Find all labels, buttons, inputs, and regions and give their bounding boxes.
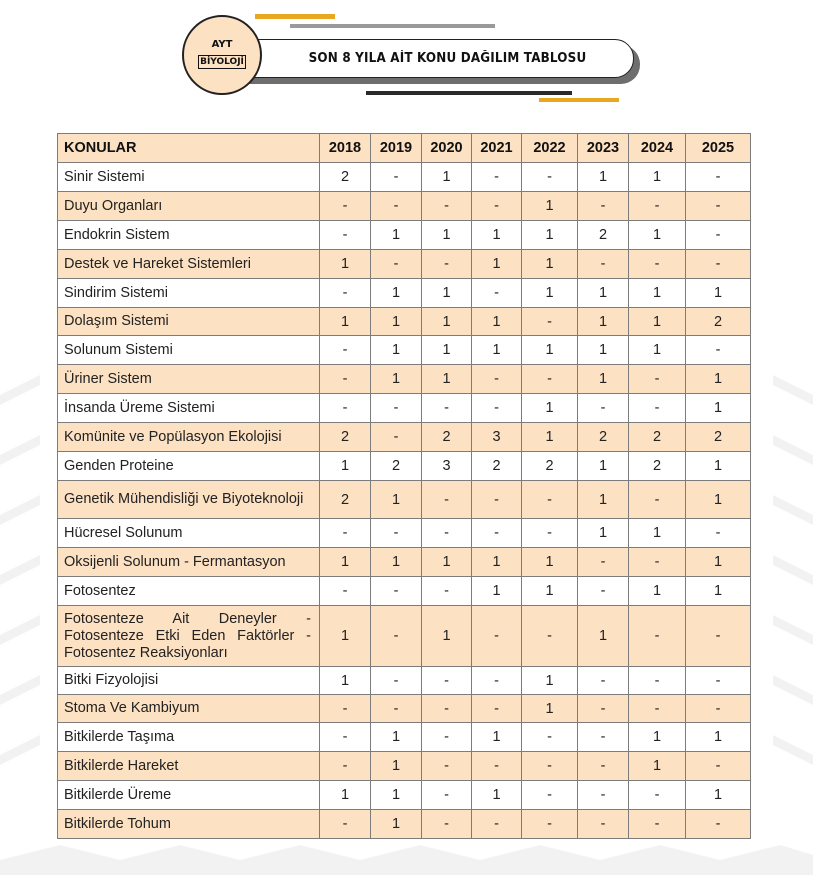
value-cell: 1 xyxy=(578,365,629,394)
header-cell-topics: KONULAR xyxy=(58,134,320,163)
topic-cell: Bitki Fizyolojisi xyxy=(58,667,320,695)
value-cell: - xyxy=(320,221,371,250)
value-cell: - xyxy=(578,695,629,723)
value-cell: - xyxy=(472,365,522,394)
value-cell: 1 xyxy=(578,481,629,519)
header-cell-year: 2020 xyxy=(422,134,472,163)
value-cell: 1 xyxy=(422,548,472,577)
value-cell: - xyxy=(629,394,686,423)
table-row xyxy=(58,423,751,452)
value-cell: 1 xyxy=(472,221,522,250)
table-row xyxy=(58,365,751,394)
value-cell: - xyxy=(686,695,751,723)
value-cell: - xyxy=(320,577,371,606)
value-cell: - xyxy=(472,695,522,723)
value-cell: 1 xyxy=(522,221,578,250)
value-cell: 1 xyxy=(686,548,751,577)
value-cell: 1 xyxy=(686,279,751,308)
value-cell: - xyxy=(472,394,522,423)
value-cell: - xyxy=(422,723,472,752)
value-cell: - xyxy=(371,577,422,606)
value-cell: 1 xyxy=(629,752,686,781)
table-row xyxy=(58,810,751,839)
value-cell: 1 xyxy=(629,279,686,308)
value-cell: 1 xyxy=(522,279,578,308)
value-cell: - xyxy=(472,752,522,781)
value-cell: - xyxy=(422,519,472,548)
value-cell: 1 xyxy=(320,250,371,279)
value-cell: 3 xyxy=(422,452,472,481)
value-cell: 1 xyxy=(686,781,751,810)
value-cell: 2 xyxy=(472,452,522,481)
table-row xyxy=(58,667,751,695)
table-body xyxy=(58,163,751,839)
value-cell: 1 xyxy=(371,365,422,394)
topic-cell: Dolaşım Sistemi xyxy=(58,308,320,336)
value-cell: - xyxy=(320,365,371,394)
value-cell: 1 xyxy=(629,519,686,548)
value-cell: 3 xyxy=(472,423,522,452)
value-cell: 1 xyxy=(686,452,751,481)
value-cell: 1 xyxy=(522,192,578,221)
table-row xyxy=(58,752,751,781)
header-cell-year: 2018 xyxy=(320,134,371,163)
value-cell: - xyxy=(472,481,522,519)
dark-bar-bottom xyxy=(366,91,572,95)
badge-exam-label: AYT xyxy=(211,39,233,50)
table-row xyxy=(58,577,751,606)
value-cell: 1 xyxy=(371,279,422,308)
gray-bar-top xyxy=(290,24,495,28)
table-row xyxy=(58,279,751,308)
value-cell: - xyxy=(629,481,686,519)
value-cell: - xyxy=(629,781,686,810)
value-cell: 1 xyxy=(472,308,522,336)
value-cell: 2 xyxy=(320,423,371,452)
value-cell: 1 xyxy=(371,221,422,250)
value-cell: 1 xyxy=(578,279,629,308)
header-cell-year: 2025 xyxy=(686,134,751,163)
value-cell: - xyxy=(422,481,472,519)
value-cell: 1 xyxy=(578,308,629,336)
table-row xyxy=(58,548,751,577)
value-cell: - xyxy=(629,606,686,667)
value-cell: 2 xyxy=(320,481,371,519)
value-cell: - xyxy=(422,192,472,221)
value-cell: 2 xyxy=(686,308,751,336)
topic-cell: Destek ve Hareket Sistemleri xyxy=(58,250,320,279)
value-cell: - xyxy=(522,519,578,548)
value-cell: 1 xyxy=(422,365,472,394)
value-cell: - xyxy=(422,667,472,695)
value-cell: - xyxy=(578,548,629,577)
value-cell: - xyxy=(629,695,686,723)
value-cell: 1 xyxy=(371,723,422,752)
value-cell: 2 xyxy=(686,423,751,452)
value-cell: 1 xyxy=(371,810,422,839)
value-cell: 1 xyxy=(686,365,751,394)
value-cell: 1 xyxy=(472,781,522,810)
value-cell: 1 xyxy=(371,336,422,365)
value-cell: 1 xyxy=(320,781,371,810)
value-cell: - xyxy=(320,695,371,723)
value-cell: - xyxy=(422,810,472,839)
value-cell: - xyxy=(578,810,629,839)
value-cell: 1 xyxy=(629,221,686,250)
value-cell: 2 xyxy=(422,423,472,452)
value-cell: - xyxy=(578,250,629,279)
value-cell: - xyxy=(686,163,751,192)
value-cell: 1 xyxy=(371,548,422,577)
topic-cell: Oksijenli Solunum - Fermantasyon xyxy=(58,548,320,577)
value-cell: 1 xyxy=(522,548,578,577)
value-cell: - xyxy=(320,336,371,365)
header-cell-year: 2022 xyxy=(522,134,578,163)
value-cell: - xyxy=(472,519,522,548)
value-cell: - xyxy=(422,695,472,723)
value-cell: 1 xyxy=(472,250,522,279)
value-cell: - xyxy=(422,250,472,279)
topic-cell: Fotosentez xyxy=(58,577,320,606)
table-row xyxy=(58,519,751,548)
value-cell: 1 xyxy=(578,519,629,548)
topic-cell: Genetik Mühendisliği ve Biyoteknoloji xyxy=(58,481,320,519)
value-cell: - xyxy=(320,394,371,423)
badge-subject-label: BİYOLOJİ xyxy=(198,55,246,69)
value-cell: - xyxy=(472,163,522,192)
table-row xyxy=(58,481,751,519)
value-cell: - xyxy=(422,577,472,606)
value-cell: - xyxy=(686,606,751,667)
value-cell: 1 xyxy=(422,606,472,667)
table-row xyxy=(58,221,751,250)
value-cell: - xyxy=(629,365,686,394)
topic-cell: Bitkilerde Tohum xyxy=(58,810,320,839)
value-cell: 1 xyxy=(422,308,472,336)
value-cell: 1 xyxy=(522,250,578,279)
value-cell: 1 xyxy=(422,163,472,192)
value-cell: - xyxy=(522,308,578,336)
topic-cell: Duyu Organları xyxy=(58,192,320,221)
value-cell: - xyxy=(422,781,472,810)
topic-cell: Komünite ve Popülasyon Ekolojisi xyxy=(58,423,320,452)
topic-cell: Hücresel Solunum xyxy=(58,519,320,548)
value-cell: 1 xyxy=(320,667,371,695)
table-row xyxy=(58,308,751,336)
topic-distribution-table xyxy=(57,133,751,839)
value-cell: 1 xyxy=(371,481,422,519)
value-cell: - xyxy=(578,752,629,781)
value-cell: - xyxy=(472,667,522,695)
topic-cell: Sindirim Sistemi xyxy=(58,279,320,308)
page-title: SON 8 YILA AİT KONU DAĞILIM TABLOSU xyxy=(308,50,587,66)
value-cell: - xyxy=(522,606,578,667)
table-row xyxy=(58,394,751,423)
value-cell: 1 xyxy=(472,336,522,365)
value-cell: - xyxy=(629,667,686,695)
value-cell: - xyxy=(522,163,578,192)
header-cell-year: 2023 xyxy=(578,134,629,163)
value-cell: 1 xyxy=(629,336,686,365)
value-cell: - xyxy=(522,365,578,394)
table-row xyxy=(58,606,751,667)
value-cell: - xyxy=(522,781,578,810)
value-cell: - xyxy=(422,394,472,423)
value-cell: - xyxy=(686,519,751,548)
value-cell: - xyxy=(686,192,751,221)
value-cell: 1 xyxy=(629,308,686,336)
table-row xyxy=(58,336,751,365)
table-row xyxy=(58,695,751,723)
value-cell: - xyxy=(686,221,751,250)
value-cell: - xyxy=(320,279,371,308)
value-cell: - xyxy=(320,810,371,839)
topic-cell: Bitkilerde Hareket xyxy=(58,752,320,781)
value-cell: - xyxy=(686,752,751,781)
value-cell: - xyxy=(371,606,422,667)
value-cell: - xyxy=(522,481,578,519)
value-cell: - xyxy=(578,394,629,423)
value-cell: - xyxy=(629,250,686,279)
value-cell: 1 xyxy=(578,336,629,365)
value-cell: - xyxy=(371,192,422,221)
value-cell: 1 xyxy=(371,308,422,336)
value-cell: - xyxy=(371,695,422,723)
value-cell: - xyxy=(578,192,629,221)
value-cell: 1 xyxy=(686,394,751,423)
topic-cell: Stoma Ve Kambiyum xyxy=(58,695,320,723)
value-cell: - xyxy=(472,810,522,839)
table-row xyxy=(58,163,751,192)
topic-cell: Solunum Sistemi xyxy=(58,336,320,365)
value-cell: 1 xyxy=(522,423,578,452)
value-cell: - xyxy=(522,810,578,839)
value-cell: - xyxy=(472,606,522,667)
value-cell: - xyxy=(629,810,686,839)
value-cell: - xyxy=(686,250,751,279)
value-cell: - xyxy=(320,519,371,548)
value-cell: 1 xyxy=(578,606,629,667)
accent-bar-bottom xyxy=(539,98,619,102)
value-cell: 1 xyxy=(522,577,578,606)
value-cell: - xyxy=(686,336,751,365)
table-header-row xyxy=(58,134,751,163)
value-cell: 1 xyxy=(422,336,472,365)
value-cell: - xyxy=(472,192,522,221)
value-cell: 1 xyxy=(578,163,629,192)
table-row xyxy=(58,781,751,810)
value-cell: - xyxy=(578,577,629,606)
value-cell: - xyxy=(320,192,371,221)
value-cell: - xyxy=(686,667,751,695)
value-cell: 1 xyxy=(371,752,422,781)
value-cell: - xyxy=(371,250,422,279)
value-cell: 1 xyxy=(472,723,522,752)
header-cell-year: 2021 xyxy=(472,134,522,163)
table-row xyxy=(58,192,751,221)
value-cell: 1 xyxy=(686,723,751,752)
value-cell: - xyxy=(371,163,422,192)
value-cell: - xyxy=(371,394,422,423)
value-cell: 1 xyxy=(472,548,522,577)
value-cell: - xyxy=(522,752,578,781)
value-cell: 1 xyxy=(686,481,751,519)
value-cell: 1 xyxy=(422,221,472,250)
value-cell: - xyxy=(371,667,422,695)
accent-bar-top xyxy=(255,14,335,19)
value-cell: 1 xyxy=(629,163,686,192)
value-cell: 1 xyxy=(629,577,686,606)
value-cell: 1 xyxy=(320,548,371,577)
value-cell: - xyxy=(371,423,422,452)
header-cell-year: 2019 xyxy=(371,134,422,163)
value-cell: 1 xyxy=(472,577,522,606)
value-cell: - xyxy=(422,752,472,781)
topic-cell: Bitkilerde Üreme xyxy=(58,781,320,810)
header-cell-year: 2024 xyxy=(629,134,686,163)
value-cell: - xyxy=(629,192,686,221)
value-cell: - xyxy=(578,667,629,695)
value-cell: 2 xyxy=(578,423,629,452)
subject-badge xyxy=(182,15,262,95)
topic-cell: İnsanda Üreme Sistemi xyxy=(58,394,320,423)
table-row xyxy=(58,452,751,481)
value-cell: 1 xyxy=(522,336,578,365)
topic-cell: Genden Proteine xyxy=(58,452,320,481)
value-cell: 1 xyxy=(422,279,472,308)
value-cell: 1 xyxy=(320,308,371,336)
value-cell: 2 xyxy=(578,221,629,250)
value-cell: 2 xyxy=(320,163,371,192)
value-cell: 2 xyxy=(371,452,422,481)
value-cell: 1 xyxy=(371,781,422,810)
table-row xyxy=(58,250,751,279)
value-cell: 1 xyxy=(578,452,629,481)
value-cell: - xyxy=(522,723,578,752)
value-cell: - xyxy=(472,279,522,308)
topic-cell: Endokrin Sistem xyxy=(58,221,320,250)
value-cell: 1 xyxy=(522,695,578,723)
value-cell: 1 xyxy=(686,577,751,606)
value-cell: 2 xyxy=(629,423,686,452)
value-cell: 2 xyxy=(522,452,578,481)
value-cell: - xyxy=(578,723,629,752)
value-cell: 1 xyxy=(522,394,578,423)
value-cell: - xyxy=(320,752,371,781)
value-cell: - xyxy=(686,810,751,839)
topic-cell: Üriner Sistem xyxy=(58,365,320,394)
value-cell: 1 xyxy=(320,606,371,667)
topic-cell: Bitkilerde Taşıma xyxy=(58,723,320,752)
value-cell: 1 xyxy=(629,723,686,752)
topic-cell: Fotosenteze Ait Deneyler - Fotosenteze Etki Eden Faktörler - Fotosentez Reaksiyonları xyxy=(58,606,320,667)
topic-cell: Sinir Sistemi xyxy=(58,163,320,192)
value-cell: - xyxy=(371,519,422,548)
value-cell: - xyxy=(578,781,629,810)
value-cell: 2 xyxy=(629,452,686,481)
table-row xyxy=(58,723,751,752)
value-cell: 1 xyxy=(522,667,578,695)
value-cell: - xyxy=(629,548,686,577)
value-cell: 1 xyxy=(320,452,371,481)
value-cell: - xyxy=(320,723,371,752)
